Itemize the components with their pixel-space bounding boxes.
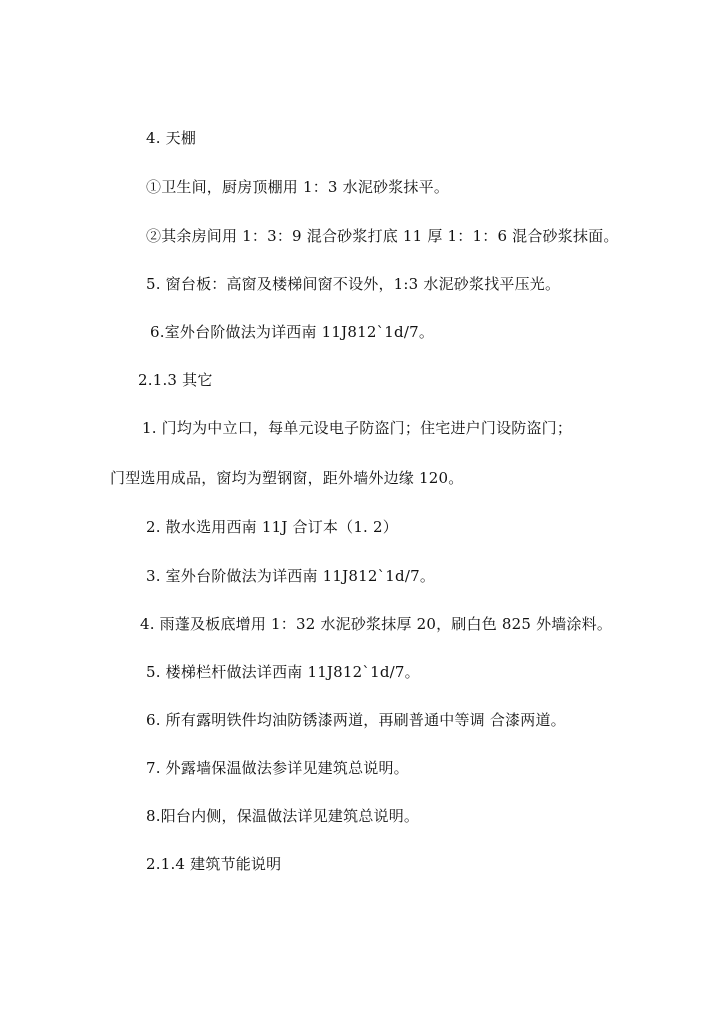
section-heading-other: 2.1.3 其它 <box>138 371 213 389</box>
paragraph-line: 2. 散水选用西南 11J 合订本（1. 2） <box>146 518 398 536</box>
paragraph-line: 6. 所有露明铁件均油防锈漆两道，再刷普通中等调 合漆两道。 <box>146 711 566 729</box>
section-heading-energy: 2.1.4 建筑节能说明 <box>146 855 282 873</box>
paragraph-line: 5. 窗台板：高窗及楼梯间窗不设外，1:3 水泥砂浆找平压光。 <box>146 275 561 293</box>
paragraph-line: 7. 外露墙保温做法参详见建筑总说明。 <box>146 759 409 777</box>
paragraph-line: 8.阳台内侧，保温做法详见建筑总说明。 <box>146 807 420 825</box>
paragraph-line: 3. 室外台阶做法为详西南 11J812`1d/7。 <box>146 567 436 585</box>
section-heading-ceiling: 4. 天棚 <box>146 129 197 147</box>
paragraph-line: 1. 门均为中立口，每单元设电子防盗门；住宅进户门设防盗门； <box>142 419 573 437</box>
paragraph-line: 5. 楼梯栏杆做法详西南 11J812`1d/7。 <box>146 663 420 681</box>
paragraph-line: ①卫生间，厨房顶棚用 1：3 水泥砂浆抹平。 <box>146 178 450 196</box>
paragraph-line: ②其余房间用 1：3：9 混合砂浆打底 11 厚 1：1：6 混合砂浆抹面。 <box>146 227 619 245</box>
paragraph-line: 4. 雨蓬及板底增用 1：32 水泥砂浆抹厚 20，刷白色 825 外墙涂料。 <box>140 615 613 633</box>
paragraph-line: 6.室外台阶做法为详西南 11J812`1d/7。 <box>150 323 435 341</box>
paragraph-line: 门型选用成品，窗均为塑钢窗，距外墙外边缘 120。 <box>110 469 464 487</box>
